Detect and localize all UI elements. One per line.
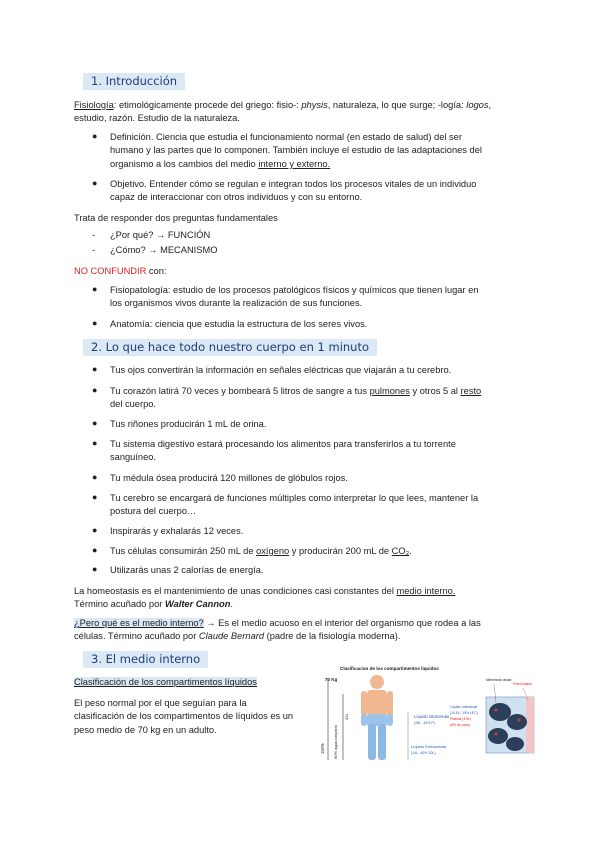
- fisiopatologia-item: [110, 284, 530, 311]
- bullet-icon: ●: [92, 364, 98, 374]
- medio-interno-link: medio interno.: [396, 586, 456, 596]
- bullet-icon: ●: [92, 525, 98, 535]
- compartments-figure: [318, 664, 538, 782]
- bullet-icon: ●: [92, 438, 98, 448]
- capillary-label: Pared capilar: [513, 682, 532, 686]
- homeostasis-paragraph: [74, 585, 532, 612]
- bullet-icon: ●: [92, 492, 98, 502]
- section-1-heading: 1. Introducción: [83, 73, 185, 90]
- figure-title: Clasificacion de los compartimentos liquidos: [340, 666, 439, 671]
- pct100-label: 100%: [320, 743, 325, 754]
- bullet-icon: ●: [92, 284, 98, 294]
- cell-shape: [507, 714, 527, 730]
- corazon-item: [110, 385, 530, 412]
- bullet-icon: ●: [92, 545, 98, 555]
- liters-label: 42L: [344, 713, 349, 720]
- objetivo-line2: capaz de interaccionar con otros individuos y con su entorno.: [110, 192, 363, 203]
- homeostasis-line2: Término acuñado por: [74, 599, 165, 610]
- ec-item-4: (5% de peso): [450, 723, 471, 727]
- celulas-item: [110, 545, 530, 558]
- calorias-item: Utilizarás unas 2 calorías de energía.: [110, 565, 264, 575]
- corazon-text-b: y otros 5 al: [409, 386, 461, 396]
- celulas-text-c: .: [409, 546, 412, 556]
- resto-word: resto: [460, 386, 482, 396]
- objetivo-line1: Objetivo. Entender cómo se regulan e integran todos los procesos vitales de un individuo: [110, 179, 477, 189]
- dash-icon: -: [92, 245, 96, 255]
- cell-shape: [506, 737, 524, 751]
- nucleus-dot: [518, 719, 521, 722]
- homeostasis-period: .: [230, 599, 233, 610]
- clasificacion-subtitle-text: Clasificación de los compartimentos líquidos: [74, 677, 257, 687]
- fisiologia-term: Fisiología: [74, 100, 114, 110]
- medio-interno-line2-end: (padre de la fisiología moderna).: [264, 631, 401, 642]
- definicion-line1: Definición. Ciencia que estudia el funcionamiento normal (en estado de salud) del ser: [110, 132, 462, 142]
- section-3-heading: 3. El medio interno: [83, 651, 208, 668]
- bullet-icon: ●: [92, 178, 98, 188]
- co2-word: CO₂: [391, 546, 410, 556]
- cerebro-line2: postura del cuerpo…: [110, 506, 197, 517]
- interno-externo: interno y externo.: [258, 158, 331, 169]
- fisiologia-text-b: , naturaleza, lo que surge; -logía:: [327, 100, 467, 110]
- objetivo-item: [110, 178, 530, 205]
- medio-interno-question: ¿Pero qué es el medio interno?: [74, 618, 204, 628]
- capillary-bar: [526, 697, 534, 753]
- pulmones-word: pulmones: [369, 386, 410, 396]
- fisiologia-paragraph: [74, 99, 532, 126]
- no-confundir-line: [74, 265, 532, 278]
- bullet-icon: ●: [92, 472, 98, 482]
- peso-line2: clasificación de los compartimentos de líquidos es un: [74, 711, 294, 722]
- anatomia-item: Anatomía: ciencia que estudia la estructura de los seres vivos.: [110, 319, 368, 329]
- peso-paragraph: [74, 697, 319, 737]
- cell-shape: [489, 703, 511, 721]
- cerebro-item: [110, 492, 530, 519]
- fisiopatologia-line2: los organismos vivos durante la realización de sus funciones.: [110, 298, 363, 309]
- bullet-icon: ●: [92, 564, 98, 574]
- lec-label: Líquido Extracelular: [411, 744, 447, 749]
- physis-word: physis: [301, 100, 328, 110]
- cell-membrane-label: Membrana celular: [486, 678, 512, 682]
- digestivo-line2: sanguíneo.: [110, 452, 157, 463]
- dash-icon: -: [92, 230, 96, 240]
- medio-interno-paragraph: [74, 617, 532, 644]
- cell-shape: [488, 728, 508, 744]
- question-mecanismo: ¿Cómo? → MECANISMO: [110, 245, 218, 255]
- fisiopatologia-line1: Fisiopatología: estudio de los procesos patológicos físicos y químicos que tienen lugar en: [110, 285, 479, 295]
- lic-label: Líquido intracelular: [414, 714, 450, 719]
- celulas-text-b: y producirán 200 mL de: [289, 546, 392, 556]
- definicion-line3: organismo a los cambios del medio: [110, 158, 259, 169]
- bullet-icon: ●: [92, 318, 98, 328]
- medio-interno-answer: → Es el medio acuoso en el interior del organismo que rodea a las: [203, 618, 481, 628]
- trata-text: Trata de responder dos preguntas fundamentales: [74, 213, 278, 223]
- ec-item-2: (10.5L / 15% LEC): [450, 711, 478, 715]
- cerebro-line1: Tu cerebro se encargará de funciones múltiples como interpretar lo que lees, mantener la: [110, 493, 479, 503]
- nucleus-dot: [495, 709, 498, 712]
- bullet-icon: ●: [92, 418, 98, 428]
- logos-word: logos: [466, 100, 489, 110]
- human-body-icon: [361, 675, 393, 760]
- medula-item: Tu médula ósea producirá 120 millones de glóbulos rojos.: [110, 473, 348, 483]
- inspiraras-item: Inspirarás y exhalarás 12 veces.: [110, 526, 244, 536]
- homeostasis-text: La homeostasis es el mantenimiento de unas condiciones casi constantes del: [74, 586, 397, 596]
- corazon-line2: del cuerpo.: [110, 399, 156, 410]
- no-confundir-label: NO CONFUNDIR: [74, 266, 147, 276]
- oxigeno-word: oxígeno: [256, 546, 290, 556]
- figure-weight: 70 Kg: [325, 677, 338, 682]
- bullet-icon: ●: [92, 131, 98, 141]
- nucleus-dot: [495, 733, 498, 736]
- fisiologia-text-a: : etimológicamente procede del griego: fisio-:: [113, 100, 302, 110]
- fisiologia-text-c: ,: [488, 100, 492, 110]
- medio-interno-line2: células. Término acuñado por: [74, 631, 199, 642]
- celulas-text-a: Tus células consumirán 250 mL de: [110, 546, 257, 556]
- peso-line1: El peso normal por el que seguían para la: [74, 698, 247, 708]
- ojos-item: Tus ojos convertirán la información en señales eléctricas que viajarán a tu cerebro.: [110, 365, 452, 375]
- ec-item-3: Plasma (3.5L): [450, 717, 472, 721]
- question-funcion: ¿Por qué? → FUNCIÓN: [110, 230, 211, 240]
- peso-line3: peso medio de 70 kg en un adulto.: [74, 724, 217, 735]
- definicion-item: [110, 131, 530, 171]
- bullet-icon: ●: [92, 385, 98, 395]
- ec-item-1: Líquido intersticial: [450, 705, 478, 709]
- pct60-label: 60% agua corporal: [333, 725, 338, 759]
- walter-cannon: Walter Cannon: [164, 599, 231, 610]
- lic-detail: (28L, 40% P): [414, 721, 435, 725]
- digestivo-item: [110, 438, 530, 465]
- corazon-text-a: Tu corazón latirá 70 veces y bombeará 5 litros de sangre a tus: [110, 386, 370, 396]
- no-confundir-rest: con:: [146, 266, 167, 276]
- definicion-line2: humano y las partes que lo componen. También incluye el estudio de las adaptaciones del: [110, 145, 482, 156]
- rinones-item: Tus riñones producirán 1 mL de orina.: [110, 419, 267, 429]
- fisiologia-line2: estudio, razón. Estudio de la naturaleza.: [74, 113, 240, 124]
- clasificacion-subtitle: [74, 676, 294, 689]
- claude-bernard: Claude Bernard: [198, 631, 265, 642]
- lec-detail: (14L, 40% 20L): [411, 751, 436, 755]
- section-2-heading: 2. Lo que hace todo nuestro cuerpo en 1 minuto: [83, 339, 377, 356]
- digestivo-line1: Tu sistema digestivo estará procesando los alimentos para transferirlos a tu torrente: [110, 439, 456, 449]
